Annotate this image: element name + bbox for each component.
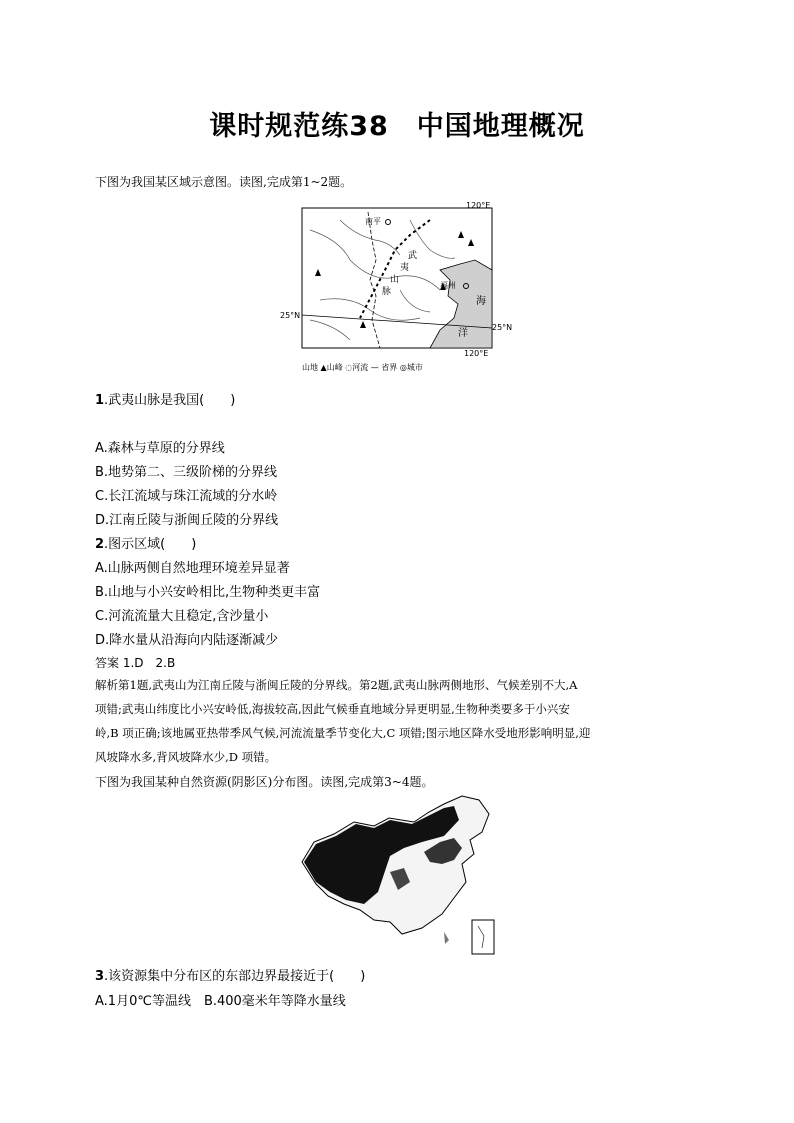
china-resource-map <box>294 792 504 957</box>
map-label-shan: 山 <box>390 275 400 285</box>
region-map <box>280 200 520 378</box>
intro-text-2: 下图为我国某种自然资源(阴影区)分布图。读图,完成第3~4题。 <box>95 775 434 789</box>
q2-option-a: A.山脉两侧自然地理环境差异显著 <box>95 561 290 576</box>
q2-option-d: D.降水量从沿海向内陆逐渐减少 <box>95 633 279 648</box>
map-label-nanping: 南平 <box>365 217 381 226</box>
explanation-line-3: 岭,B 项正确;该地属亚热带季风气候,河流流量季节变化大,C 项错;图示地区降水受地形影响明显,迎 <box>95 726 591 740</box>
map-label-ocean: 洋 <box>458 328 468 339</box>
intro-text-1: 下图为我国某区域示意图。读图,完成第1~2题。 <box>95 175 353 189</box>
explanation-line-2: 项错;武夷山纬度比小兴安岭低,海拔较高,因此气候垂直地域分异更明显,生物种类要多于小兴安 <box>95 702 570 716</box>
map-label-sea: 海 <box>476 296 486 307</box>
q1-option-d: D.江南丘陵与浙闽丘陵的分界线 <box>95 513 279 528</box>
q2-option-b: B.山地与小兴安岭相比,生物种类更丰富 <box>95 585 321 600</box>
question-1: 1.武夷山脉是我国( ) <box>95 393 236 408</box>
map-label-mai: 脉 <box>382 287 392 297</box>
page-title: 课时规范练38 中国地理概况 <box>209 111 585 142</box>
q1-option-b: B.地势第二、三级阶梯的分界线 <box>95 465 278 480</box>
question-2: 2.图示区域( ) <box>95 537 197 552</box>
q2-option-c: C.河流流量大且稳定,含沙量小 <box>95 609 269 624</box>
map-label-lon-top: 120°E <box>466 201 491 210</box>
explanation-line-1: 解析第1题,武夷山为江南丘陵与浙闽丘陵的分界线。第2题,武夷山脉两侧地形、气候差别不大,A <box>95 678 578 692</box>
map-label-lat-left: 25°N <box>280 311 301 320</box>
map-label-lon-bottom: 120°E <box>464 349 489 358</box>
q3-options-ab: A.1月0℃等温线 B.400毫米年等降水量线 <box>95 994 346 1009</box>
map-label-yi: 夷 <box>400 263 410 273</box>
q1-option-c: C.长江流域与珠江流域的分水岭 <box>95 489 278 504</box>
q1-option-a: A.森林与草原的分界线 <box>95 441 225 456</box>
map-label-lat-right: 25°N <box>492 323 513 332</box>
answer-line: 答案 1.D 2.B <box>95 656 176 670</box>
question-3: 3.该资源集中分布区的东部边界最接近于( ) <box>95 969 366 984</box>
explanation-line-4: 风坡降水多,背风坡降水少,D 项错。 <box>95 750 277 764</box>
map-label-wu: 武 <box>408 251 418 261</box>
map-legend: 山地 ▲山峰 ◌河流 — 省界 ◎城市 <box>302 363 423 372</box>
map-label-fuzhou: 福州 <box>440 281 456 290</box>
